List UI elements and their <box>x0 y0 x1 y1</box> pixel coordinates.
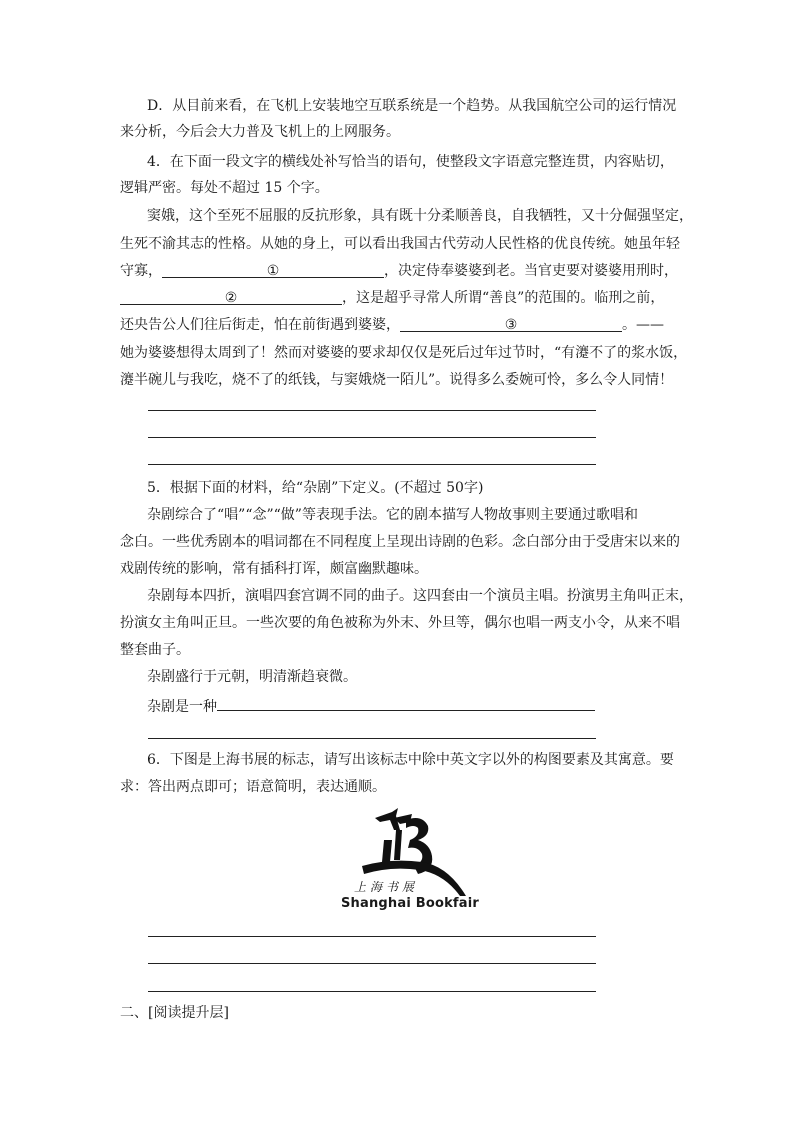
option-d-line-2: 来分析，今后会大力普及飞机上的上网服务。 <box>120 124 400 140</box>
option-d-line-1: D．从目前来看，在飞机上安装地空互联系统是一个趋势。从我国航空公司的运行情况 <box>147 98 677 114</box>
answer-blank-3[interactable]: ③ <box>400 315 622 332</box>
q4-paragraph-line-4 <box>120 288 680 308</box>
answer-line[interactable] <box>148 991 596 992</box>
q4-text: ，这是超乎寻常人所谓“善良”的范围的。临刑之前， <box>342 290 665 306</box>
answer-blank-1[interactable]: ① <box>162 261 384 278</box>
answer-lead: 杂剧是一种 <box>147 699 217 715</box>
q5-answer-line <box>147 694 707 717</box>
q5-material-line-3: 戏剧传统的影响，常有插科打诨，颇富幽默趣味。 <box>120 561 428 577</box>
q5-material-line-5: 扮演女主角叫正旦。一些次要的角色被称为外末、外旦等，偶尔也唱一两支小令，从来不唱 <box>120 615 680 631</box>
q5-material-line-2: 念白。一些优秀剧本的唱词都在不同程度上呈现出诗剧的色彩。念白部分由于受唐宋以来的 <box>120 534 680 550</box>
answer-line[interactable] <box>148 936 596 937</box>
answer-line[interactable] <box>148 437 596 438</box>
answer-blank-definition[interactable] <box>217 694 595 711</box>
q5-material-line-7: 杂剧盛行于元朝，明清渐趋衰微。 <box>147 669 357 685</box>
q4-paragraph-line-7: 瀽半碗儿与我吃，烧不了的纸钱，与窦娥烧一陌儿”。说得多么委婉可怜，多么令人同情！ <box>120 372 674 388</box>
q4-paragraph-line-3 <box>120 261 680 281</box>
q4-paragraph-line-1: 窦娥，这个至死不屈服的反抗形象，具有既十分柔顺善良，自我牺牲，又十分倔强坚定， <box>147 208 693 224</box>
q5-material-line-4: 杂剧每本四折，演唱四套宫调不同的曲子。这四套由一个演员主唱。扮演男主角叫正末， <box>147 588 693 604</box>
answer-line[interactable] <box>148 963 596 964</box>
shanghai-bookfair-logo <box>340 800 480 915</box>
section-heading: 二、[阅读提升层] <box>120 1005 229 1021</box>
q4-text: 还央告公人们往后街走，怕在前街遇到婆婆， <box>120 317 400 333</box>
q4-paragraph-line-6: 她为婆婆想得太周到了！然而对婆婆的要求却仅仅是死后过年过节时，“有瀽不了的浆水饭， <box>120 345 688 361</box>
q6-prompt-line-1: 6．下图是上海书展的标志，请写出该标志中除中英文字以外的构图要素及其寓意。要 <box>147 752 674 768</box>
q4-prompt-line-1: 4．在下面一段文字的横线处补写恰当的语句，使整段文字语意完整连贯，内容贴切， <box>147 154 674 170</box>
answer-line[interactable] <box>148 410 596 411</box>
answer-line[interactable] <box>148 738 596 739</box>
q5-material-line-6: 整套曲子。 <box>120 642 190 658</box>
q6-prompt-line-2: 求：答出两点即可；语意简明，表达通顺。 <box>120 779 386 795</box>
q4-text: ，决定侍奉婆婆到老。当官吏要对婆婆用刑时， <box>384 263 678 279</box>
q4-text: 。—— <box>622 317 664 333</box>
q5-material-line-1: 杂剧综合了“唱”“念”“做”等表现手法。它的剧本描写人物故事则主要通过歌唱和 <box>147 507 638 523</box>
answer-blank-2[interactable]: ② <box>120 288 342 305</box>
logo-english-text: Shanghai Bookfair <box>340 896 480 911</box>
q5-prompt: 5．根据下面的材料，给“杂剧”下定义。(不超过 50字) <box>147 480 484 496</box>
answer-line[interactable] <box>148 464 596 465</box>
logo-chinese-text: 上海书展 <box>354 880 419 894</box>
q4-prompt-line-2: 逻辑严密。每处不超过 15 个字。 <box>120 180 329 196</box>
q4-paragraph-line-5 <box>120 315 680 335</box>
q4-paragraph-line-2: 生死不渝其志的性格。从她的身上，可以看出我国古代劳动人民性格的优良传统。她虽年轻 <box>120 236 680 252</box>
q4-text: 守寡， <box>120 263 162 279</box>
